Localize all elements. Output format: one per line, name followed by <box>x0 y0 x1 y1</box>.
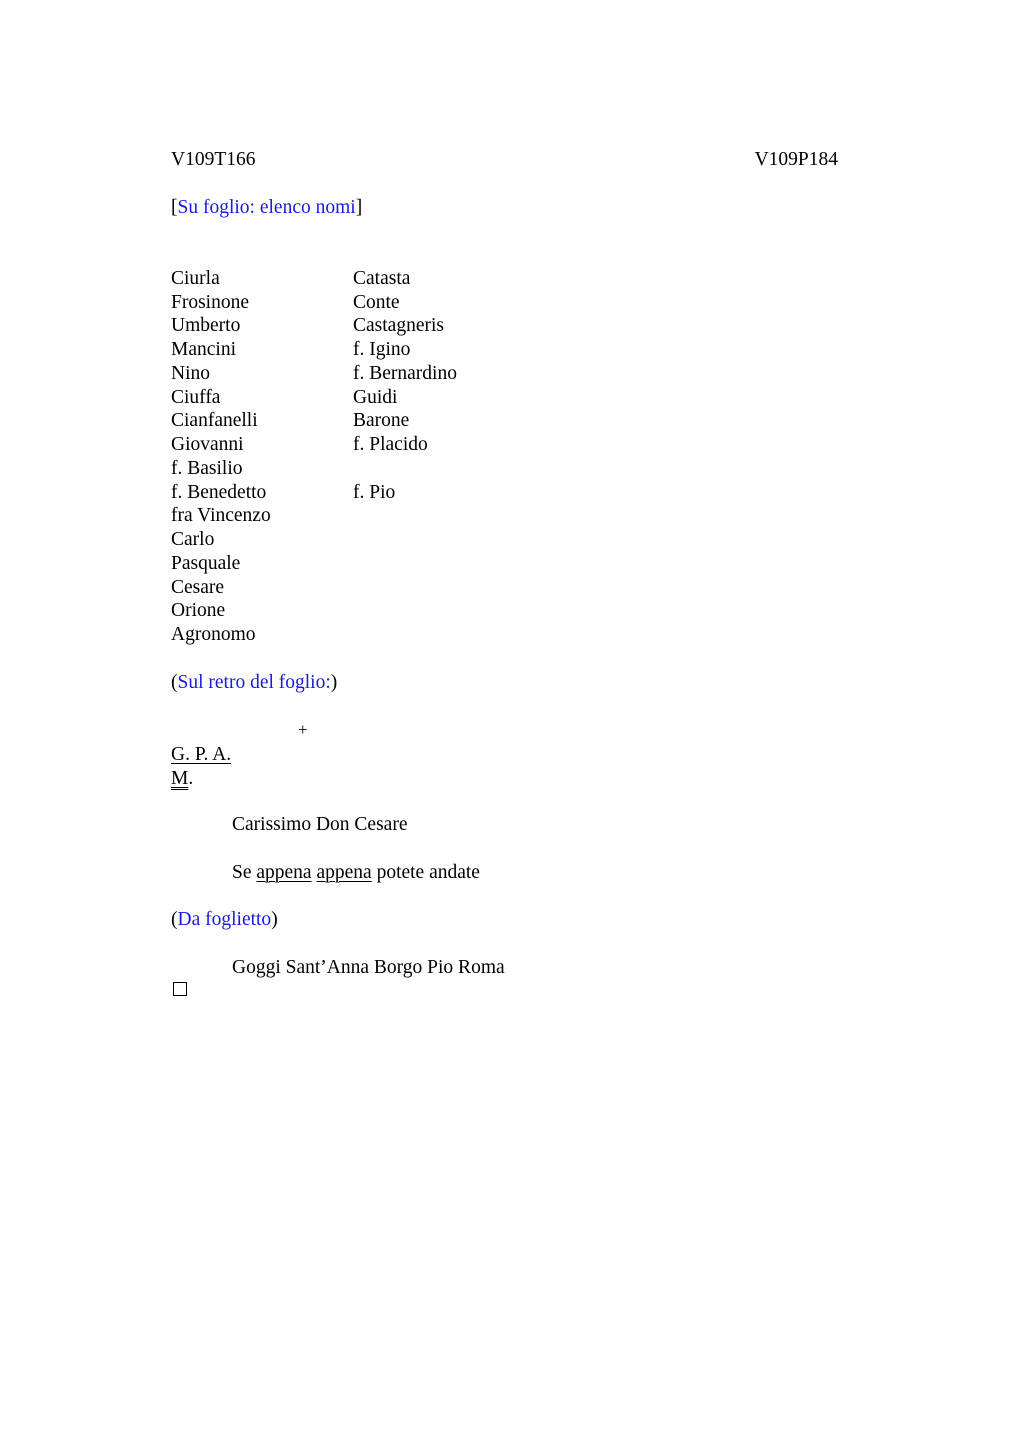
editorial-note-text: Sul retro del foglio: <box>177 672 331 693</box>
cross-symbol: + <box>298 720 308 739</box>
name-col1: fra Vincenzo <box>171 505 271 526</box>
name-col1: Cesare <box>171 577 225 598</box>
address-line: Goggi Sant’Anna Borgo Pio Roma <box>232 957 505 978</box>
editorial-note-text: Su foglio: elenco nomi <box>177 197 356 218</box>
name-col2: Conte <box>353 292 400 313</box>
gpa-initials: G. P. A. <box>171 744 232 765</box>
name-col2: f. Placido <box>353 434 428 455</box>
bracket-close: ] <box>355 197 363 218</box>
name-col2: Castagneris <box>353 315 444 336</box>
word: potete andate <box>376 862 480 883</box>
underlined-word: appena <box>316 862 372 883</box>
name-col1: Mancini <box>171 339 236 360</box>
name-col2: f. Pio <box>353 482 396 503</box>
name-col1: f. Basilio <box>171 458 243 479</box>
name-col1: Frosinone <box>171 292 249 313</box>
paren-open: ( <box>171 909 178 930</box>
m-initial: M <box>171 768 189 789</box>
name-col1: Ciuffa <box>171 387 221 408</box>
name-col2: f. Bernardino <box>353 363 457 384</box>
underlined-word: appena <box>256 862 312 883</box>
name-col1: Agronomo <box>171 624 256 645</box>
header-left-code: V109T166 <box>171 149 256 170</box>
m-initial-line <box>171 769 193 789</box>
editorial-note-back <box>171 673 337 693</box>
editorial-note-text: Da foglietto <box>177 909 272 930</box>
header-right-code: V109P184 <box>754 149 838 170</box>
name-col1: Nino <box>171 363 210 384</box>
checkbox-square-icon <box>173 982 187 996</box>
greeting: Carissimo Don Cesare <box>232 814 408 835</box>
bracket-open: [ <box>171 197 178 218</box>
name-col1: Ciurla <box>171 268 220 289</box>
name-col1: Carlo <box>171 529 215 550</box>
paren-open: ( <box>171 672 178 693</box>
name-col1: Umberto <box>171 315 241 336</box>
editorial-note-slip <box>171 910 278 930</box>
name-col1: Orione <box>171 600 226 621</box>
name-col1: Cianfanelli <box>171 410 258 431</box>
body-line <box>232 863 480 883</box>
name-col1: Giovanni <box>171 434 244 455</box>
word: Se <box>232 862 252 883</box>
name-col1: f. Benedetto <box>171 482 267 503</box>
paren-close: ) <box>330 672 338 693</box>
name-col2: Catasta <box>353 268 411 289</box>
name-col2: f. Igino <box>353 339 411 360</box>
editorial-note-list <box>171 198 362 218</box>
name-col2: Barone <box>353 410 410 431</box>
name-col1: Pasquale <box>171 553 241 574</box>
m-dot: . <box>188 768 194 789</box>
paren-close: ) <box>271 909 278 930</box>
name-col2: Guidi <box>353 387 398 408</box>
